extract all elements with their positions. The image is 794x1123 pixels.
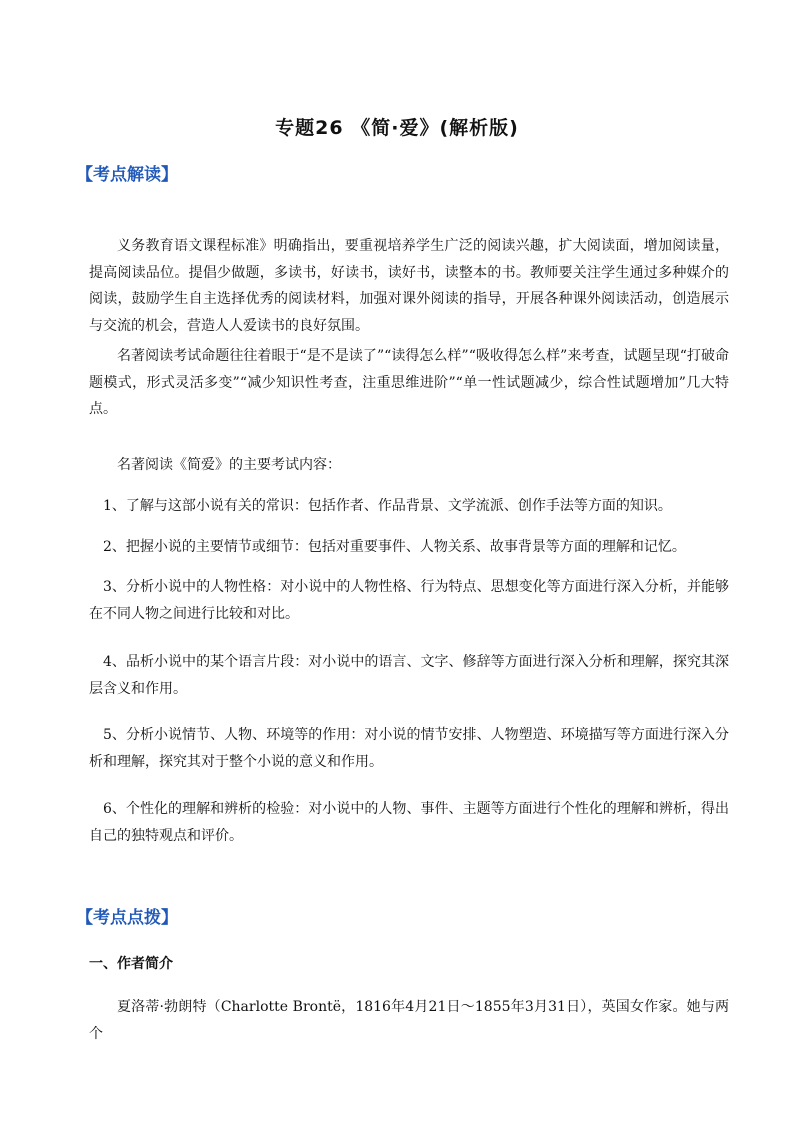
- exam-content-item-5: 5、分析小说情节、人物、环境等的作用：对小说的情节安排、人物塑造、环境描写等方面进行深入分析和理解，探究其对于整个小说的意义和作用。: [89, 727, 729, 770]
- subheading-author-intro: 一、作者简介: [89, 956, 173, 972]
- intro-paragraph-1: 义务教育语文课程标准》明确指出，要重视培养学生广泛的阅读兴趣，扩大阅读面，增加阅读量，提高阅读品位。提倡少做题，多读书，好读书，读好书，读整本的书。教师要关注学生通过多种媒介的阅读，鼓励学生自主选择优秀的阅读材料，加强对课外阅读的指导，开展各种课外阅读活动，创造展示与交流的机会，营造人人爱读书的良好氛围。: [89, 238, 729, 334]
- author-paragraph: 夏洛蒂·勃朗特（Charlotte Brontë，1816年4月21日～1855年3月31日），英国女作家。她与两个: [89, 999, 729, 1042]
- intro-paragraph-3: 名著阅读《简爱》的主要考试内容：: [117, 457, 341, 473]
- exam-content-item-3: 3、分析小说中的人物性格：对小说中的人物性格、行为特点、思想变化等方面进行深入分析，并能够在不同人物之间进行比较和对比。: [89, 579, 729, 622]
- exam-content-item-4: 4、品析小说中的某个语言片段：对小说中的语言、文字、修辞等方面进行深入分析和理解，探究其深层含义和作用。: [89, 654, 729, 697]
- section-heading-guidance: 【考点点拨】: [76, 908, 178, 928]
- exam-content-item-2: 2、把握小说的主要情节或细节：包括对重要事件、人物关系、故事背景等方面的理解和记忆。: [103, 539, 686, 555]
- exam-content-item-6: 6、个性化的理解和辨析的检验：对小说中的人物、事件、主题等方面进行个性化的理解和辨析，得出自己的独特观点和评价。: [89, 801, 729, 844]
- page-title: 专题26 《简·爱》(解析版): [275, 117, 519, 139]
- section-heading-interpretation: 【考点解读】: [76, 165, 178, 185]
- exam-content-item-1: 1、了解与这部小说有关的常识：包括作者、作品背景、文学流派、创作手法等方面的知识。: [103, 498, 672, 514]
- intro-paragraph-2: 名著阅读考试命题往往着眼于“是不是读了”“读得怎么样”“吸收得怎么样”来考查，试题呈现“打破命题模式，形式灵活多变”“减少知识性考查，注重思维进阶”“单一性试题减少，综合性试题增加”几大特点。: [89, 348, 729, 417]
